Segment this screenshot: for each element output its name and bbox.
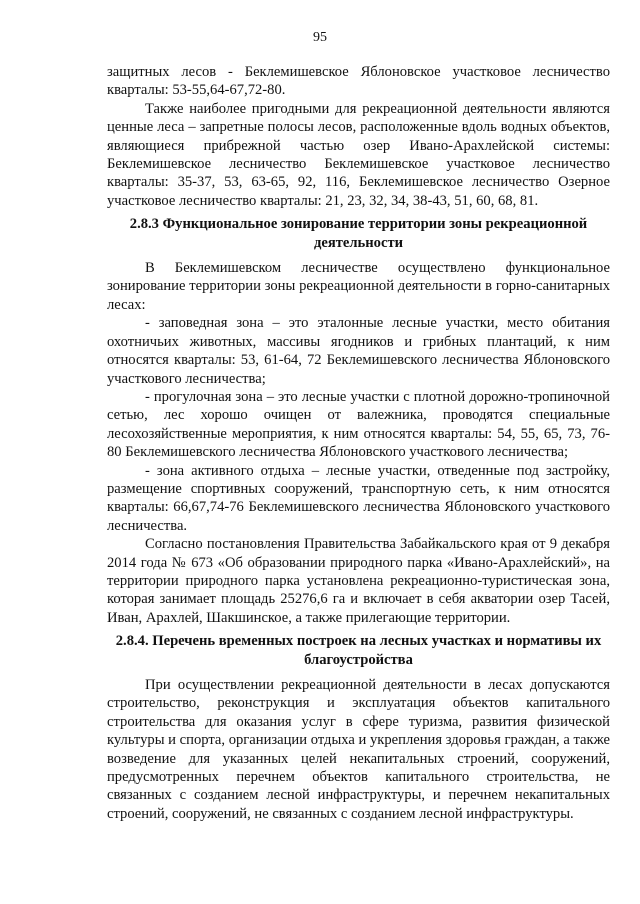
section-heading-2-8-3: 2.8.3 Функциональное зонирование территории зоны рекреационной деятельности: [129, 216, 588, 251]
paragraph-zoning-intro: В Беклемишевском лесничестве осуществлено функциональное зонирование территории зоны рекреационной деятельности в горно-санитарных лесах:: [107, 260, 610, 313]
paragraph-natural-park: Согласно постановления Правительства Забайкальского края от 9 декабря 2014 года № 673 «Об образовании природного парка «Ивано-Арахлейский», на территории природного парка установлена рекреационно-туристическая зона, которая занимает площадь 25276,6 га и включает в себя акватории озер Тасей, Иван, Арахлей, Шакшинское, а также прилегающие территории.: [107, 536, 610, 626]
page-number: 95: [313, 30, 327, 45]
list-item-reserved-zone: - заповедная зона – это эталонные лесные участки, место обитания охотничьих животных, массивы ягодников и грибных плантаций, к ним относятся кварталы: 53, 61-64, 72 Беклемишевского лесничества Яблоновского участкового лесничества;: [107, 315, 610, 387]
document-body: [107, 63, 610, 823]
section-heading-2-8-4: 2.8.4. Перечень временных построек на лесных участках и нормативы их благоустройства: [115, 633, 602, 668]
paragraph-temporary-buildings: При осуществлении рекреационной деятельности в лесах допускаются строительство, реконструкция и эксплуатация объектов капитального строительства для оказания услуг в сфере туризма, развития физической культуры и спорта, организации отдыха и укрепления здоровья граждан, а также возведение для указанных целей некапитальных строений, сооружений, предусмотренных перечнем объектов капитального строительства, не связанных с созданием лесной инфраструктуры, и перечнем некапитальных строений, сооружений, не связанных с созданием лесной инфраструктуры.: [107, 677, 610, 822]
paragraph-continuation: защитных лесов - Беклемишевское Яблоновское участковое лесничество кварталы: 53-55,64-67,72-80.: [107, 64, 610, 99]
list-item-active-rest-zone: - зона активного отдыха – лесные участки, отведенные под застройку, размещение спортивных сооружений, транспортную сеть, к ним относятся кварталы: 66,67,74-76 Беклемишевского лесничества Яблоновского участкового лесничества.: [107, 462, 610, 534]
list-item-walking-zone: - прогулочная зона – это лесные участки с плотной дорожно-тропиночной сетью, лес хорошо очищен от валежника, проводятся специальные лесохозяйственные мероприятия, к ним относятся кварталы: 54, 55, 65, 73, 76-80 Беклемишевского лесничества Яблоновского участкового лесничества;: [107, 388, 610, 461]
paragraph-protective-forests: Также наиболее пригодными для рекреационной деятельности являются ценные леса – запретные полосы лесов, расположенные вдоль водных объектов, являющиеся прибрежной частью озер Ивано-Арахлейской системы: Беклемишевское лесничество Беклемишевское участковое лесничество кварталы: 35-37, 53, 63-65, 92, 116, Беклемишевское лесничество Озерное участковое лесничество кварталы: 21, 23, 32, 34, 38-43, 51, 60, 68, 81.: [107, 100, 610, 209]
